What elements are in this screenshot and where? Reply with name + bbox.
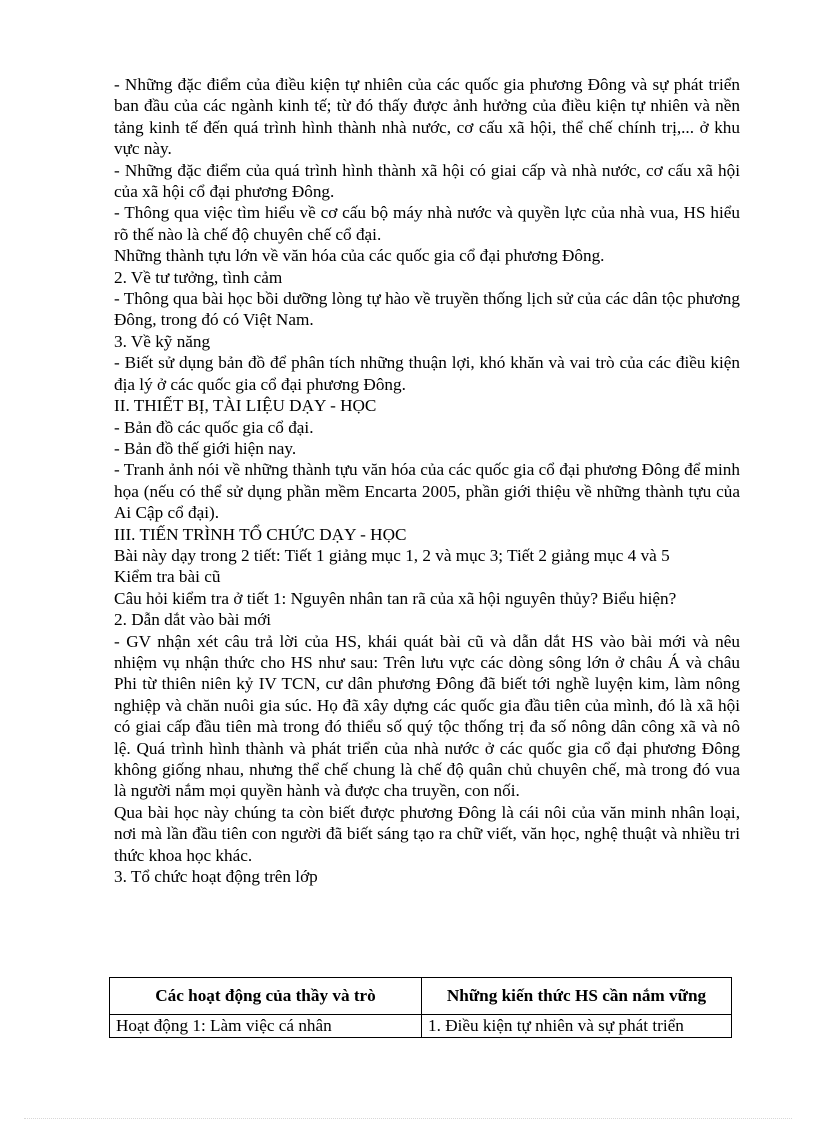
paragraph: Qua bài học này chúng ta còn biết được phương Đông là cái nôi của văn minh nhân loại, nơi mà lần đầu tiên con người đã biết sáng tạo ra chữ viết, văn học, nghệ thuật và nhiều tri thức khoa học khác.	[114, 802, 740, 865]
paragraph: - Những đặc điểm của quá trình hình thành xã hội có giai cấp và nhà nước, cơ cấu xã hội của xã hội cổ đại phương Đông.	[114, 160, 740, 202]
section-heading: III. TIẾN TRÌNH TỔ CHỨC DẠY - HỌC	[114, 524, 407, 544]
section-heading: 3. Về kỹ năng	[114, 331, 211, 351]
list-item: - Bản đồ các quốc gia cổ đại.	[114, 417, 314, 437]
section-heading: 2. Dẫn dắt vào bài mới	[114, 610, 272, 630]
table-cell: 1. Điều kiện tự nhiên và sự phát triển	[422, 1015, 732, 1038]
paragraph: - Những đặc điểm của điều kiện tự nhiên của các quốc gia phương Đông và sự phát triển ban đầu của các ngành kinh tế; từ đó thấy được ảnh hưởng của điều kiện tự nhiên và nền tảng kinh tế đến quá trình hình thành nhà nước, cơ cấu xã hội, thể chế chính trị,... ở khu vực này.	[114, 75, 740, 159]
paragraph: - Thông qua việc tìm hiểu về cơ cấu bộ máy nhà nước và quyền lực của nhà vua, HS hiểu rõ thế nào là chế độ chuyên chế cổ đại.	[114, 203, 740, 244]
table-cell: Hoạt động 1: Làm việc cá nhân	[110, 1015, 422, 1038]
section-heading: 2. Về tư tưởng, tình cảm	[114, 267, 283, 287]
table-header-row	[110, 978, 732, 1015]
paragraph: - Biết sử dụng bản đồ để phân tích những thuận lợi, khó khăn và vai trò của các điều kiện địa lý ở các quốc gia cổ đại phương Đông.	[114, 353, 740, 394]
paragraph: Câu hỏi kiểm tra ở tiết 1: Nguyên nhân tan rã của xã hội nguyên thủy? Biểu hiện?	[114, 588, 677, 608]
paragraph: - Tranh ảnh nói về những thành tựu văn hóa của các quốc gia cổ đại phương Đông để minh họa (nếu có thể sử dụng phần mềm Encarta 2005, phần giới thiệu về những thành tựu của Ai Cập cổ đại).	[114, 460, 740, 523]
table-row	[110, 1015, 732, 1038]
list-item: - Bản đồ thế giới hiện nay.	[114, 438, 297, 458]
document-body	[114, 74, 740, 887]
paragraph: Những thành tựu lớn về văn hóa của các quốc gia cổ đại phương Đông.	[114, 246, 605, 266]
table-header-cell: Những kiến thức HS cần nắm vững	[422, 978, 732, 1015]
paragraph: - Thông qua bài học bồi dưỡng lòng tự hào về truyền thống lịch sử của các dân tộc phương Đông, trong đó có Việt Nam.	[114, 289, 740, 330]
section-heading: II. THIẾT BỊ, TÀI LIỆU DẠY - HỌC	[114, 396, 377, 416]
paragraph: Bài này dạy trong 2 tiết: Tiết 1 giảng mục 1, 2 và mục 3; Tiết 2 giảng mục 4 và 5	[114, 545, 670, 565]
activities-table	[109, 977, 732, 1038]
section-heading: 3. Tổ chức hoạt động trên lớp	[114, 867, 318, 887]
paragraph: - GV nhận xét câu trả lời của HS, khái quát bài cũ và dẫn dắt HS vào bài mới và nêu nhiệm vụ nhận thức cho HS như sau: Trên lưu vực các dòng sông lớn ở châu Á và châu Phi từ thiên niên kỷ IV TCN, cư dân phương Đông đã biết tới nghề luyện kim, làm nông nghiệp và chăn nuôi gia súc. Họ đã xây dựng các quốc gia đầu tiên của mình, đó là xã hội có giai cấp đầu tiên mà trong đó thiểu số quý tộc thống trị đa số nông dân công xã và nô lệ. Quá trình hình thành và phát triển của nhà nước ở các quốc gia cổ đại phương Đông không giống nhau, nhưng thể chế chung là chế độ quân chủ chuyên chế, mà trong đó vua là người nắm mọi quyền hành và được cha truyền, con nối.	[114, 631, 740, 801]
table-header-cell: Các hoạt động của thầy và trò	[110, 978, 422, 1015]
section-heading: Kiểm tra bài cũ	[114, 567, 221, 587]
page-bottom-divider	[24, 1118, 792, 1119]
